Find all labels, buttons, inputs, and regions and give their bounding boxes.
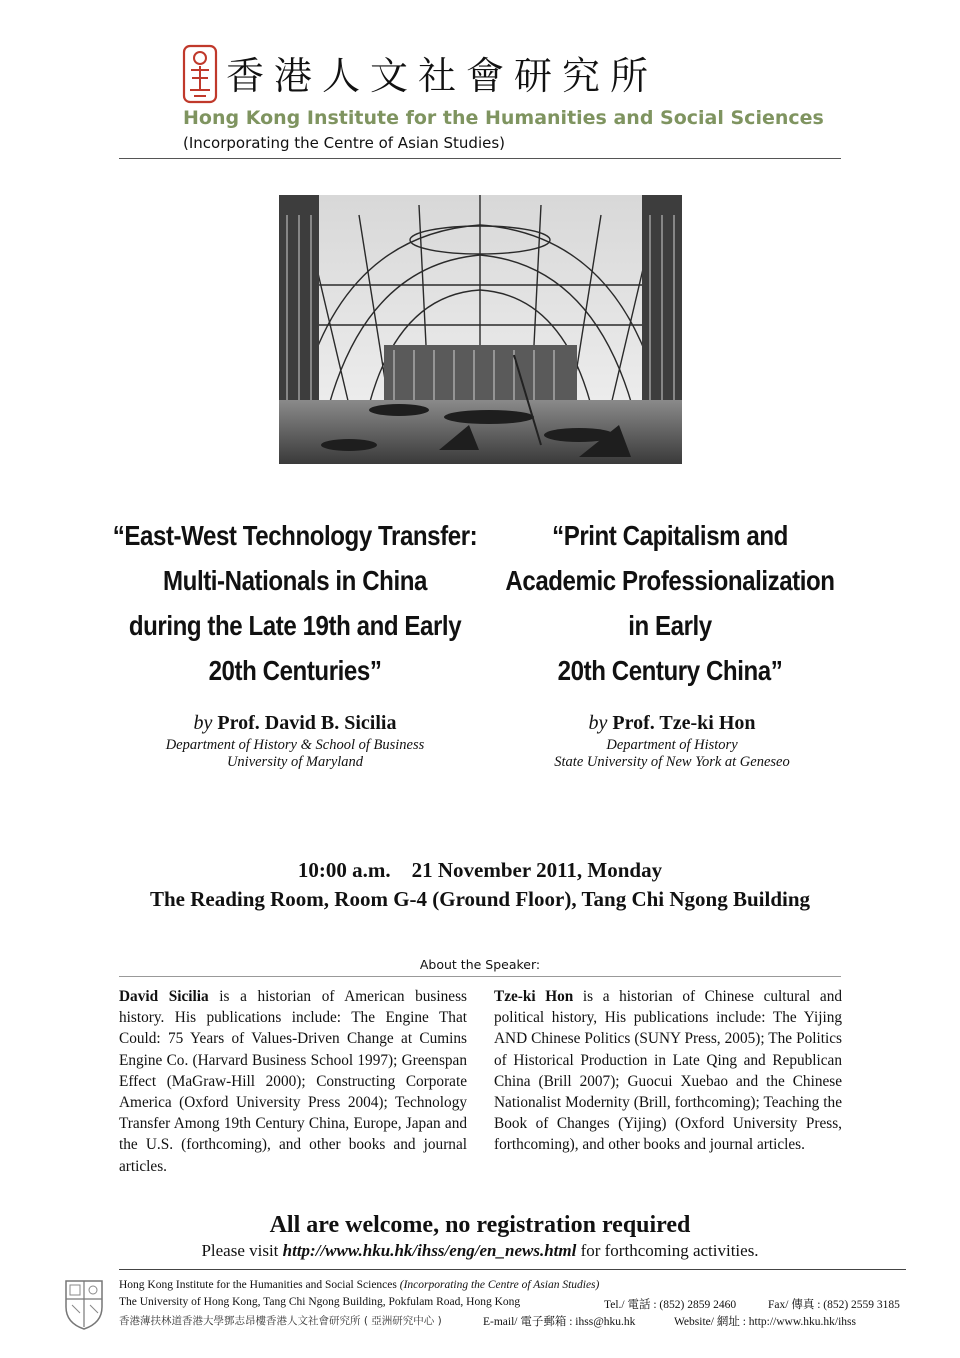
talk-2-byline	[472, 712, 872, 735]
welcome-headline: All are welcome, no registration required	[269, 1212, 691, 1238]
footer-institute-subtitle: (Incorporating the Centre of Asian Studies)	[399, 1279, 600, 1291]
institute-subtitle: (Incorporating the Centre of Asian Studies)	[183, 134, 506, 152]
speaker-2-institution: State University of New York at Geneseo	[554, 754, 790, 770]
talk-2-title	[489, 513, 850, 693]
about-divider	[119, 976, 841, 977]
footer-website[interactable]: Website/ 網址 : http://www.hku.hk/ihss	[674, 1316, 857, 1328]
footer-fax: Fax/ 傳真 : (852) 2559 3185	[768, 1299, 900, 1311]
footer-divider	[119, 1269, 906, 1270]
talk-2-title-line: 20th Century China”	[557, 655, 783, 686]
exhibition-hall-photo	[279, 195, 682, 464]
event-venue: The Reading Room, Room G-4 (Ground Floor), Tang Chi Ngong Building	[149, 887, 811, 911]
visit-prefix: Please visit	[201, 1241, 283, 1260]
talk-2-title-line: “Print Capitalism and	[552, 520, 788, 551]
talk-1-byline	[95, 712, 495, 735]
by-label: by	[588, 712, 608, 734]
by-label: by	[193, 712, 213, 734]
speaker-1-bio	[119, 986, 467, 1177]
footer-chinese-address: 香港薄扶林道香港大學鄧志昂樓香港人文社會研究所 ( 亞洲研究中心 )	[119, 1315, 442, 1327]
institute-seal-logo	[182, 44, 218, 104]
talk-1-title	[102, 513, 489, 693]
bio-2-text: is a historian of Chinese cultural and political history, His publications include: The Yijing AND Chinese Politics (SUNY Press, 2005); The Politics of Historical Production in Late Qing and Republican China (Brill 2007); Guocui Xuebao and the Chinese Nationalist Modernity (Brill, forthcoming); Teaching the Book of Changes (Yijing) (Oxford University Press, forthcoming), and other books and journal articles.	[494, 988, 843, 1154]
visit-note	[0, 1241, 960, 1261]
talk-1-title-line: Multi-Nationals in China	[163, 565, 427, 596]
bio-1-text: is a historian of American business history. His publications include: The Engine That Could: 75 Years of Values-Driven Change at Cumins Engine Co. (Harvard Business School 1997); Greenspan Effect (MaGraw-Hill 2000); Constructing Corporate America (Oxford University Press 2004); Technology Transfer Among 19th Century China, Europe, Japan and the U.S. (forthcoming), and other books and journal articles.	[119, 988, 467, 1175]
talk-1-title-line: “East-West Technology Transfer:	[112, 520, 478, 551]
bio-2-name: Tze-ki Hon	[494, 988, 574, 1005]
header-divider	[119, 158, 841, 159]
footer-address: The University of Hong Kong, Tang Chi Ngong Building, Pokfulam Road, Hong Kong	[119, 1296, 521, 1308]
talk-2-title-line: in Early	[628, 610, 712, 641]
speaker-2-name: Prof. Tze-ki Hon	[612, 712, 756, 734]
institute-chinese-name: 香港人文社會研究所	[226, 54, 659, 98]
bio-1-name: David Sicilia	[119, 988, 209, 1005]
footer-telephone: Tel./ 電話 : (852) 2859 2460	[604, 1299, 737, 1311]
talk-2-title-line: Academic Professionalization	[505, 565, 835, 596]
speaker-2-bio	[494, 986, 842, 1156]
about-speaker-heading: About the Speaker:	[419, 957, 541, 972]
visit-suffix: for forthcoming activities.	[576, 1241, 759, 1260]
speaker-1-department: Department of History & School of Business	[165, 737, 425, 753]
speaker-2-department: Department of History	[606, 737, 738, 753]
institute-english-name: Hong Kong Institute for the Humanities and Social Sciences	[183, 107, 824, 129]
speaker-1-name: Prof. David B. Sicilia	[217, 712, 397, 734]
footer-institute-name: Hong Kong Institute for the Humanities and Social Sciences	[119, 1279, 400, 1291]
footer-email[interactable]: E-mail/ 電子郵箱 : ihss@hku.hk	[483, 1316, 636, 1328]
footer-institute-line	[119, 1279, 599, 1291]
university-crest-icon	[62, 1277, 106, 1331]
talk-1-title-line: during the Late 19th and Early	[128, 610, 462, 641]
speaker-1-institution: University of Maryland	[226, 754, 364, 770]
news-link[interactable]: http://www.hku.hk/ihss/eng/en_news.html	[282, 1241, 577, 1260]
talk-1-title-line: 20th Centuries”	[208, 655, 382, 686]
event-time-date: 10:00 a.m. 21 November 2011, Monday	[297, 858, 663, 882]
